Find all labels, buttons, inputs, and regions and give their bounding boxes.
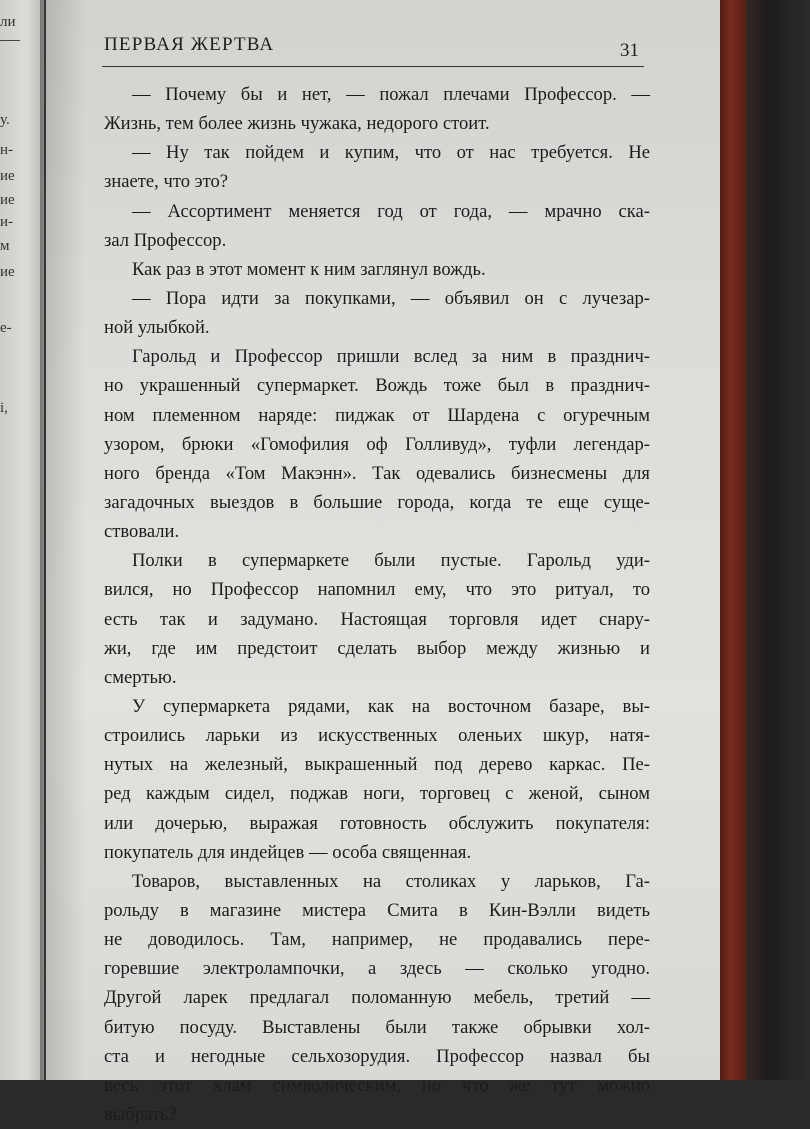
previous-page-fragment: е- [0,320,12,336]
text-line: ста и негодные сельхозорудия. Профессор назвал бы [104,1045,650,1067]
text-line: — Ну так пойдем и купим, что от нас требуется. Не [132,142,650,164]
page-body [104,80,650,1129]
previous-page-fragment: i, [0,400,8,416]
previous-page-fragment: н- [0,142,14,158]
previous-page-fragment: м [0,238,10,254]
text-line: — Ассортимент меняется год от года, — мрачно ска- [132,200,650,222]
text-line: — Почему бы и нет, — пожал плечами Профессор. — [132,84,650,105]
previous-page-fragment: ие [0,192,15,208]
text-line: знаете, что это? [104,171,229,193]
text-line: нутых на железный, выкрашенный под дерево каркас. Пе- [104,754,650,776]
text-line: ном племенном наряде: пиджак от Шардена с огуречным [104,404,650,426]
text-line: весь этот хлам символическим, но что же тут можно [104,1074,650,1096]
text-line: выбрать? [104,1103,177,1125]
running-head: ПЕРВАЯ ЖЕРТВА [104,34,275,55]
header-rule [102,66,644,67]
text-line: вился, но Профессор напомнил ему, что это ритуал, то [104,579,650,601]
text-line: Полки в супермаркете были пустые. Гарольд уди- [132,550,650,572]
book-page [46,0,720,1125]
text-line: Как раз в этот момент к ним заглянул вождь. [132,258,486,280]
text-line: узором, брюки «Гомофилия оф Голливуд», туфли легендар- [104,433,650,455]
text-line: ного бренда «Том Макэнн». Так одевались бизнесмены для [104,462,650,484]
text-line: Товаров, выставленных на столиках у ларьков, Га- [132,870,650,892]
text-line: или дочерью, выражая готовность обслужить покупателя: [104,812,650,834]
text-line: жи, где им предстоит сделать выбор между жизнью и [104,637,650,659]
text-line: рольду в магазине мистера Смита в Кин-Вэлли видеть [104,899,650,921]
book-cover-edge [718,0,746,1080]
previous-page-fragment: у. [0,112,10,128]
text-line: горевшие электролампочки, а здесь — сколько угодно. [104,958,650,980]
text-line: ной улыбкой. [104,317,210,339]
previous-page-fragment: ли [0,14,16,30]
text-line: Жизнь, тем более жизнь чужака, недорого стоит. [104,113,490,135]
previous-page-fragment: и- [0,214,14,230]
text-line: строились ларьки из искусственных оленьих шкур, натя- [104,725,650,747]
text-line: смертью. [104,666,177,688]
text-line: ред каждым сидел, поджав ноги, торговец с женой, сыном [104,783,650,805]
text-line: покупатель для индейцев — особа священная. [104,841,472,863]
page-number: 31 [620,40,639,61]
text-line: битую посуду. Выставлены были также обрывки хол- [104,1016,650,1038]
text-line: Другой ларек предлагал поломанную мебель, третий — [104,987,650,1009]
previous-page-fragment: ие [0,168,15,184]
previous-page-rule [0,40,20,41]
text-line: ствовали. [104,521,180,543]
text-line: не доводилось. Там, например, не продавались пере- [104,929,650,951]
text-line: У супермаркета рядами, как на восточном базаре, вы- [132,695,650,717]
previous-page-fragment: ие [0,264,15,280]
text-line: есть так и задумано. Настоящая торговля идет снару- [104,608,650,630]
text-line: зал Профессор. [104,229,227,251]
background-desk [740,0,810,1080]
text-line: загадочных выездов в большие города, когда те еще суще- [104,491,650,513]
text-line: — Пора идти за покупками, — объявил он с лучезар- [132,287,650,309]
previous-page-edge [0,0,44,1080]
text-line: но украшенный супермаркет. Вождь тоже был в празднич- [104,375,650,397]
text-line: Гарольд и Профессор пришли вслед за ним в празднич- [132,346,650,368]
